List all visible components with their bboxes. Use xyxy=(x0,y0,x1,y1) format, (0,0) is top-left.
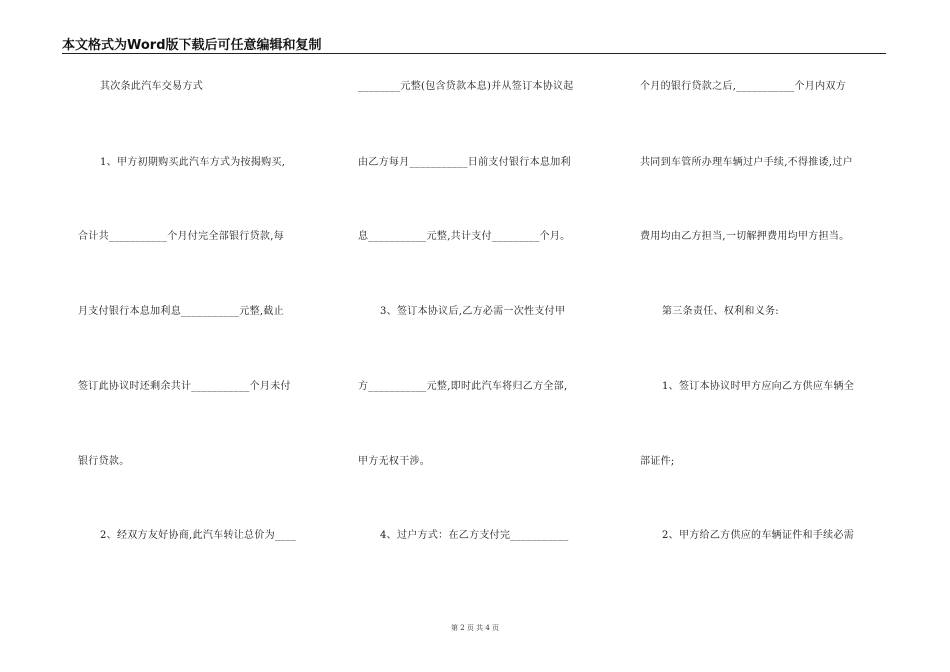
paragraph-line: 月支付银行本息加利息___________元整,截止 xyxy=(78,306,284,317)
paragraph-line: 1、甲方初期购买此汽车方式为按揭购买, xyxy=(100,157,286,168)
paragraph-line: 银行贷款。 xyxy=(78,456,130,467)
paragraph-line: 方___________元整,即时此汽车将归乙方全部, xyxy=(358,381,568,392)
text-column-3 xyxy=(640,0,890,600)
paragraph-line: 1、签订本协议时甲方应向乙方供应车辆全 xyxy=(662,381,855,392)
paragraph-line: ________元整(包含贷款本息)并从签订本协议起 xyxy=(358,81,574,92)
paragraph-line: 甲方无权干涉。 xyxy=(358,456,431,467)
paragraph-line: 2、甲方给乙方供应的车辆证件和手续必需 xyxy=(662,530,855,541)
document-header-title: 本文格式为Word版下载后可任意编辑和复制 xyxy=(62,38,322,53)
text-column-1 xyxy=(78,0,340,600)
text-column-2 xyxy=(358,0,620,600)
paragraph-line: 费用均由乙方担当,一切解押费用均甲方担当。 xyxy=(640,231,850,242)
paragraph-line: 2、经双方友好协商,此汽车转让总价为____ xyxy=(100,530,297,541)
paragraph-line: 由乙方每月___________日前支付银行本息加利 xyxy=(358,157,571,168)
paragraph-line: 签订此协议时还剩余共计___________个月未付 xyxy=(78,381,291,392)
paragraph-line: 共同到车管所办理车辆过户手续,不得推诿,过户 xyxy=(640,157,853,168)
paragraph-line: 部证件; xyxy=(640,456,675,467)
paragraph-line: 息___________元整,共计支付_________个月。 xyxy=(358,231,571,242)
section-heading: 第三条责任、权利和义务: xyxy=(662,306,779,317)
page-number-footer: 第 2 页 共 4 页 xyxy=(450,624,500,632)
paragraph-line: 4、过户方式：在乙方支付完___________ xyxy=(380,530,569,541)
paragraph-line: 3、签订本协议后,乙方必需一次性支付甲 xyxy=(380,306,566,317)
paragraph-line: 合计共___________个月付完全部银行贷款,每 xyxy=(78,231,284,242)
paragraph-line: 个月的银行贷款之后,___________个月内双方 xyxy=(640,81,846,92)
paragraph-line: 其次条此汽车交易方式 xyxy=(100,81,203,92)
